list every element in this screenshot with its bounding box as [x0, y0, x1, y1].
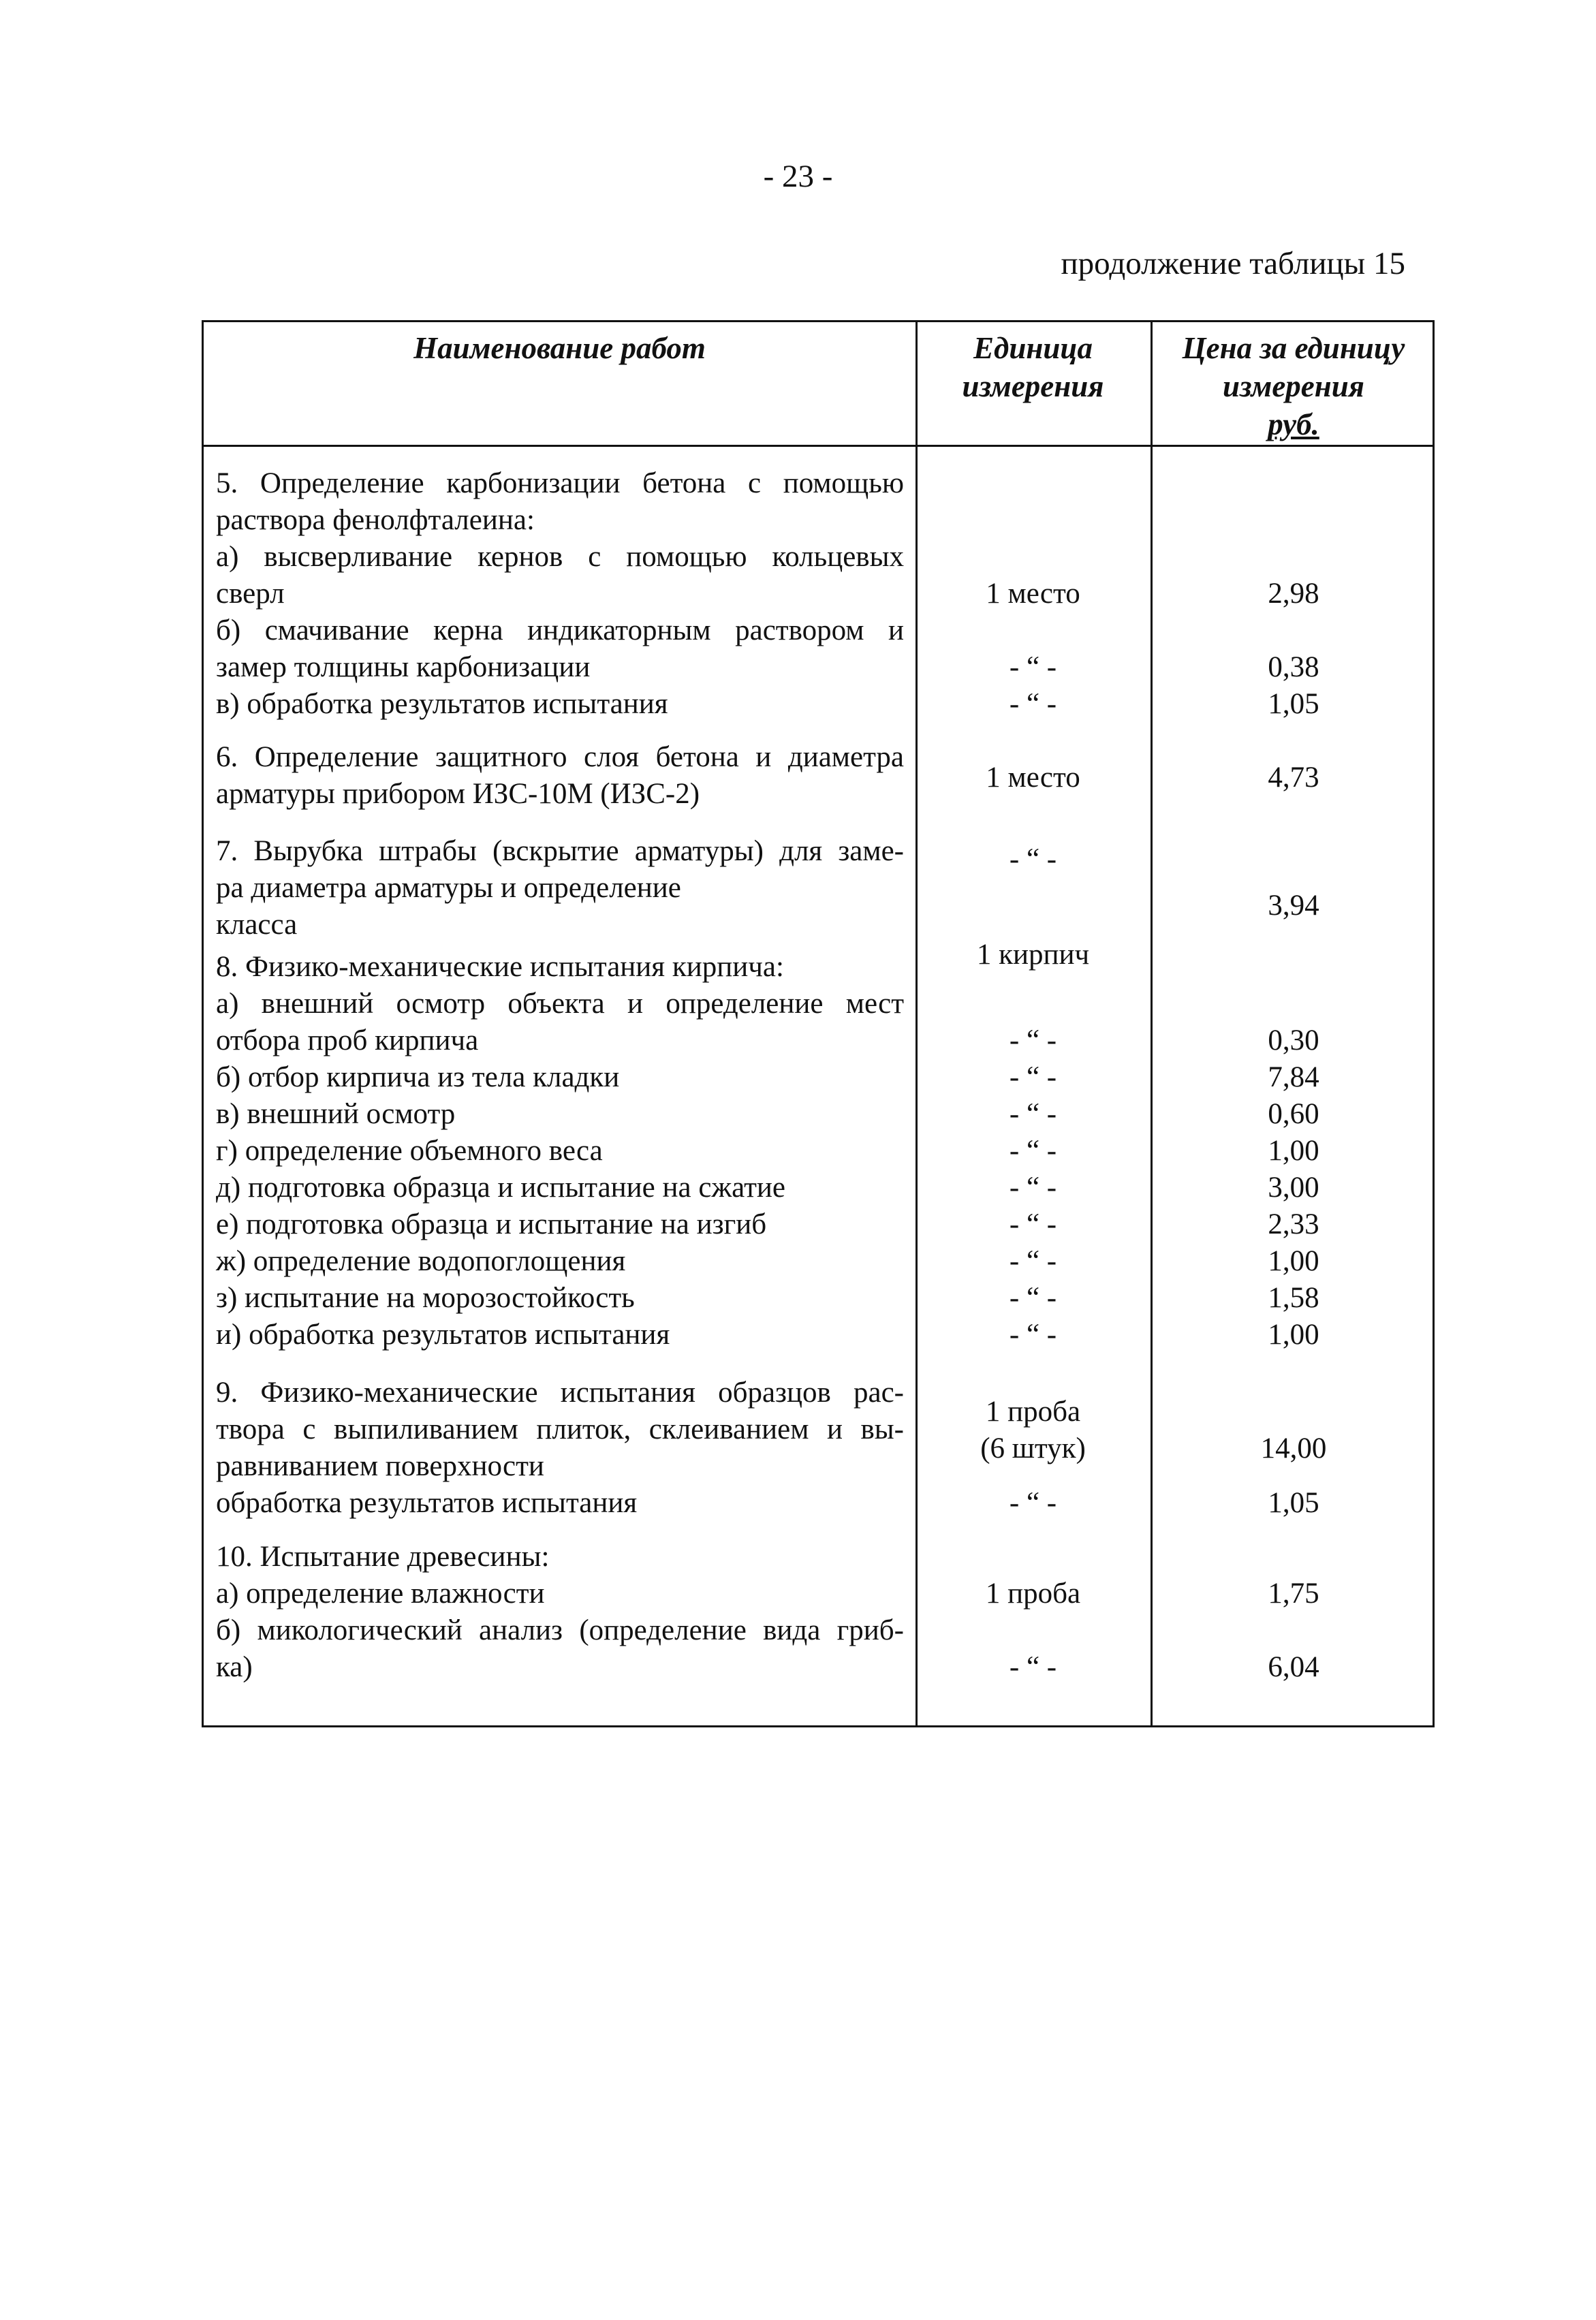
- row-text: сверл: [216, 578, 285, 610]
- price-cell: 3,94: [1268, 890, 1319, 922]
- price-cell: 1,05: [1268, 688, 1319, 720]
- unit-cell: - “ -: [1009, 1651, 1057, 1683]
- unit-cell: - “ -: [1009, 1061, 1057, 1093]
- price-cell: 1,58: [1268, 1282, 1319, 1314]
- row-text: 8. Физико-механические испытания кирпича:: [216, 951, 784, 983]
- row-text: 5. Определение карбонизации бетона с помощью: [216, 467, 904, 499]
- row-text: арматуры прибором ИЗС-10М (ИЗС-2): [216, 778, 700, 810]
- row-text: ж) определение водопоглощения: [216, 1245, 626, 1277]
- header-divider: [204, 445, 1433, 447]
- header-unit-line: измерения: [962, 369, 1104, 403]
- price-cell: 1,00: [1268, 1319, 1319, 1351]
- row-text: д) подготовка образца и испытание на сжатие: [216, 1172, 786, 1204]
- row-text: 9. Физико-механические испытания образцов рас-: [216, 1377, 904, 1409]
- unit-cell: - “ -: [1009, 843, 1057, 875]
- price-cell: 14,00: [1260, 1432, 1327, 1464]
- price-cell: 7,84: [1268, 1061, 1319, 1093]
- header-price-line: измерения: [1223, 369, 1364, 403]
- row-text: 10. Испытание древесины:: [216, 1541, 550, 1573]
- header-unit: [916, 329, 1151, 405]
- row-text: отбора проб кирпича: [216, 1024, 479, 1056]
- row-text: ра диаметра арматуры и определение: [216, 872, 681, 904]
- unit-cell: - “ -: [1009, 1245, 1057, 1277]
- price-table: [202, 320, 1435, 1727]
- row-text: а) высверливание кернов с помощью кольцевых: [216, 541, 904, 573]
- unit-cell: - “ -: [1009, 688, 1057, 720]
- row-text: в) обработка результатов испытания: [216, 688, 668, 720]
- price-cell: 1,05: [1268, 1487, 1319, 1519]
- unit-cell: 1 кирпич: [976, 939, 1090, 971]
- page-number: - 23 -: [763, 159, 833, 194]
- row-text: в) внешний осмотр: [216, 1098, 456, 1130]
- unit-cell: 1 место: [986, 762, 1080, 794]
- unit-line: (6 штук): [980, 1432, 1086, 1464]
- header-price-line: Цена за единицу: [1182, 331, 1405, 365]
- price-cell: 0,60: [1268, 1098, 1319, 1130]
- row-text: б) отбор кирпича из тела кладки: [216, 1061, 620, 1093]
- unit-cell: 1 место: [986, 578, 1080, 610]
- header-unit-line: Единица: [973, 331, 1093, 365]
- price-cell: 1,00: [1268, 1245, 1319, 1277]
- unit-line: 1 проба: [985, 1396, 1081, 1428]
- unit-cell: - “ -: [1009, 1208, 1057, 1240]
- price-cell: 4,73: [1268, 762, 1319, 794]
- row-text: и) обработка результатов испытания: [216, 1319, 670, 1351]
- row-text: ка): [216, 1651, 253, 1683]
- row-text: е) подготовка образца и испытание на изгиб: [216, 1208, 767, 1240]
- row-text: обработка результатов испытания: [216, 1487, 638, 1519]
- row-text: г) определение объемного веса: [216, 1135, 603, 1167]
- price-cell: 3,00: [1268, 1172, 1319, 1204]
- row-text: твора с выпиливанием плиток, склеиванием и вы-: [216, 1413, 904, 1445]
- row-text: равниванием поверхности: [216, 1450, 544, 1482]
- unit-cell: - “ -: [1009, 1487, 1057, 1519]
- price-cell: 0,30: [1268, 1024, 1319, 1056]
- row-text: замер толщины карбонизации: [216, 651, 591, 683]
- unit-cell: - “ -: [1009, 1319, 1057, 1351]
- unit-cell: - “ -: [1009, 1282, 1057, 1314]
- row-text: 6. Определение защитного слоя бетона и диаметра: [216, 741, 904, 773]
- header-price-currency: руб.: [1268, 407, 1319, 441]
- unit-cell: [916, 1394, 1151, 1467]
- price-cell: 0,38: [1268, 651, 1319, 683]
- price-cell: 6,04: [1268, 1651, 1319, 1683]
- header-work-name: Наименование работ: [413, 331, 706, 365]
- unit-cell: 1 проба: [985, 1578, 1081, 1610]
- price-cell: 1,75: [1268, 1578, 1319, 1610]
- header-price: [1151, 329, 1437, 443]
- unit-cell: - “ -: [1009, 1024, 1057, 1056]
- row-text: 7. Вырубка штрабы (вскрытие арматуры) для заме-: [216, 835, 904, 867]
- unit-cell: - “ -: [1009, 1098, 1057, 1130]
- unit-cell: - “ -: [1009, 651, 1057, 683]
- price-cell: 2,98: [1268, 578, 1319, 610]
- unit-cell: - “ -: [1009, 1172, 1057, 1204]
- row-text: б) смачивание керна индикаторным раствором и: [216, 614, 904, 646]
- price-cell: 2,33: [1268, 1208, 1319, 1240]
- row-text: а) определение влажности: [216, 1578, 545, 1610]
- row-text: а) внешний осмотр объекта и определение мест: [216, 988, 904, 1020]
- row-text: класса: [216, 909, 298, 941]
- row-text: б) микологический анализ (определение вида гриб-: [216, 1614, 904, 1646]
- row-text: з) испытание на морозостойкость: [216, 1282, 635, 1314]
- row-text: раствора фенолфталеина:: [216, 504, 535, 536]
- price-cell: 1,00: [1268, 1135, 1319, 1167]
- unit-cell: - “ -: [1009, 1135, 1057, 1167]
- table-continuation-caption: продолжение таблицы 15: [1061, 246, 1405, 281]
